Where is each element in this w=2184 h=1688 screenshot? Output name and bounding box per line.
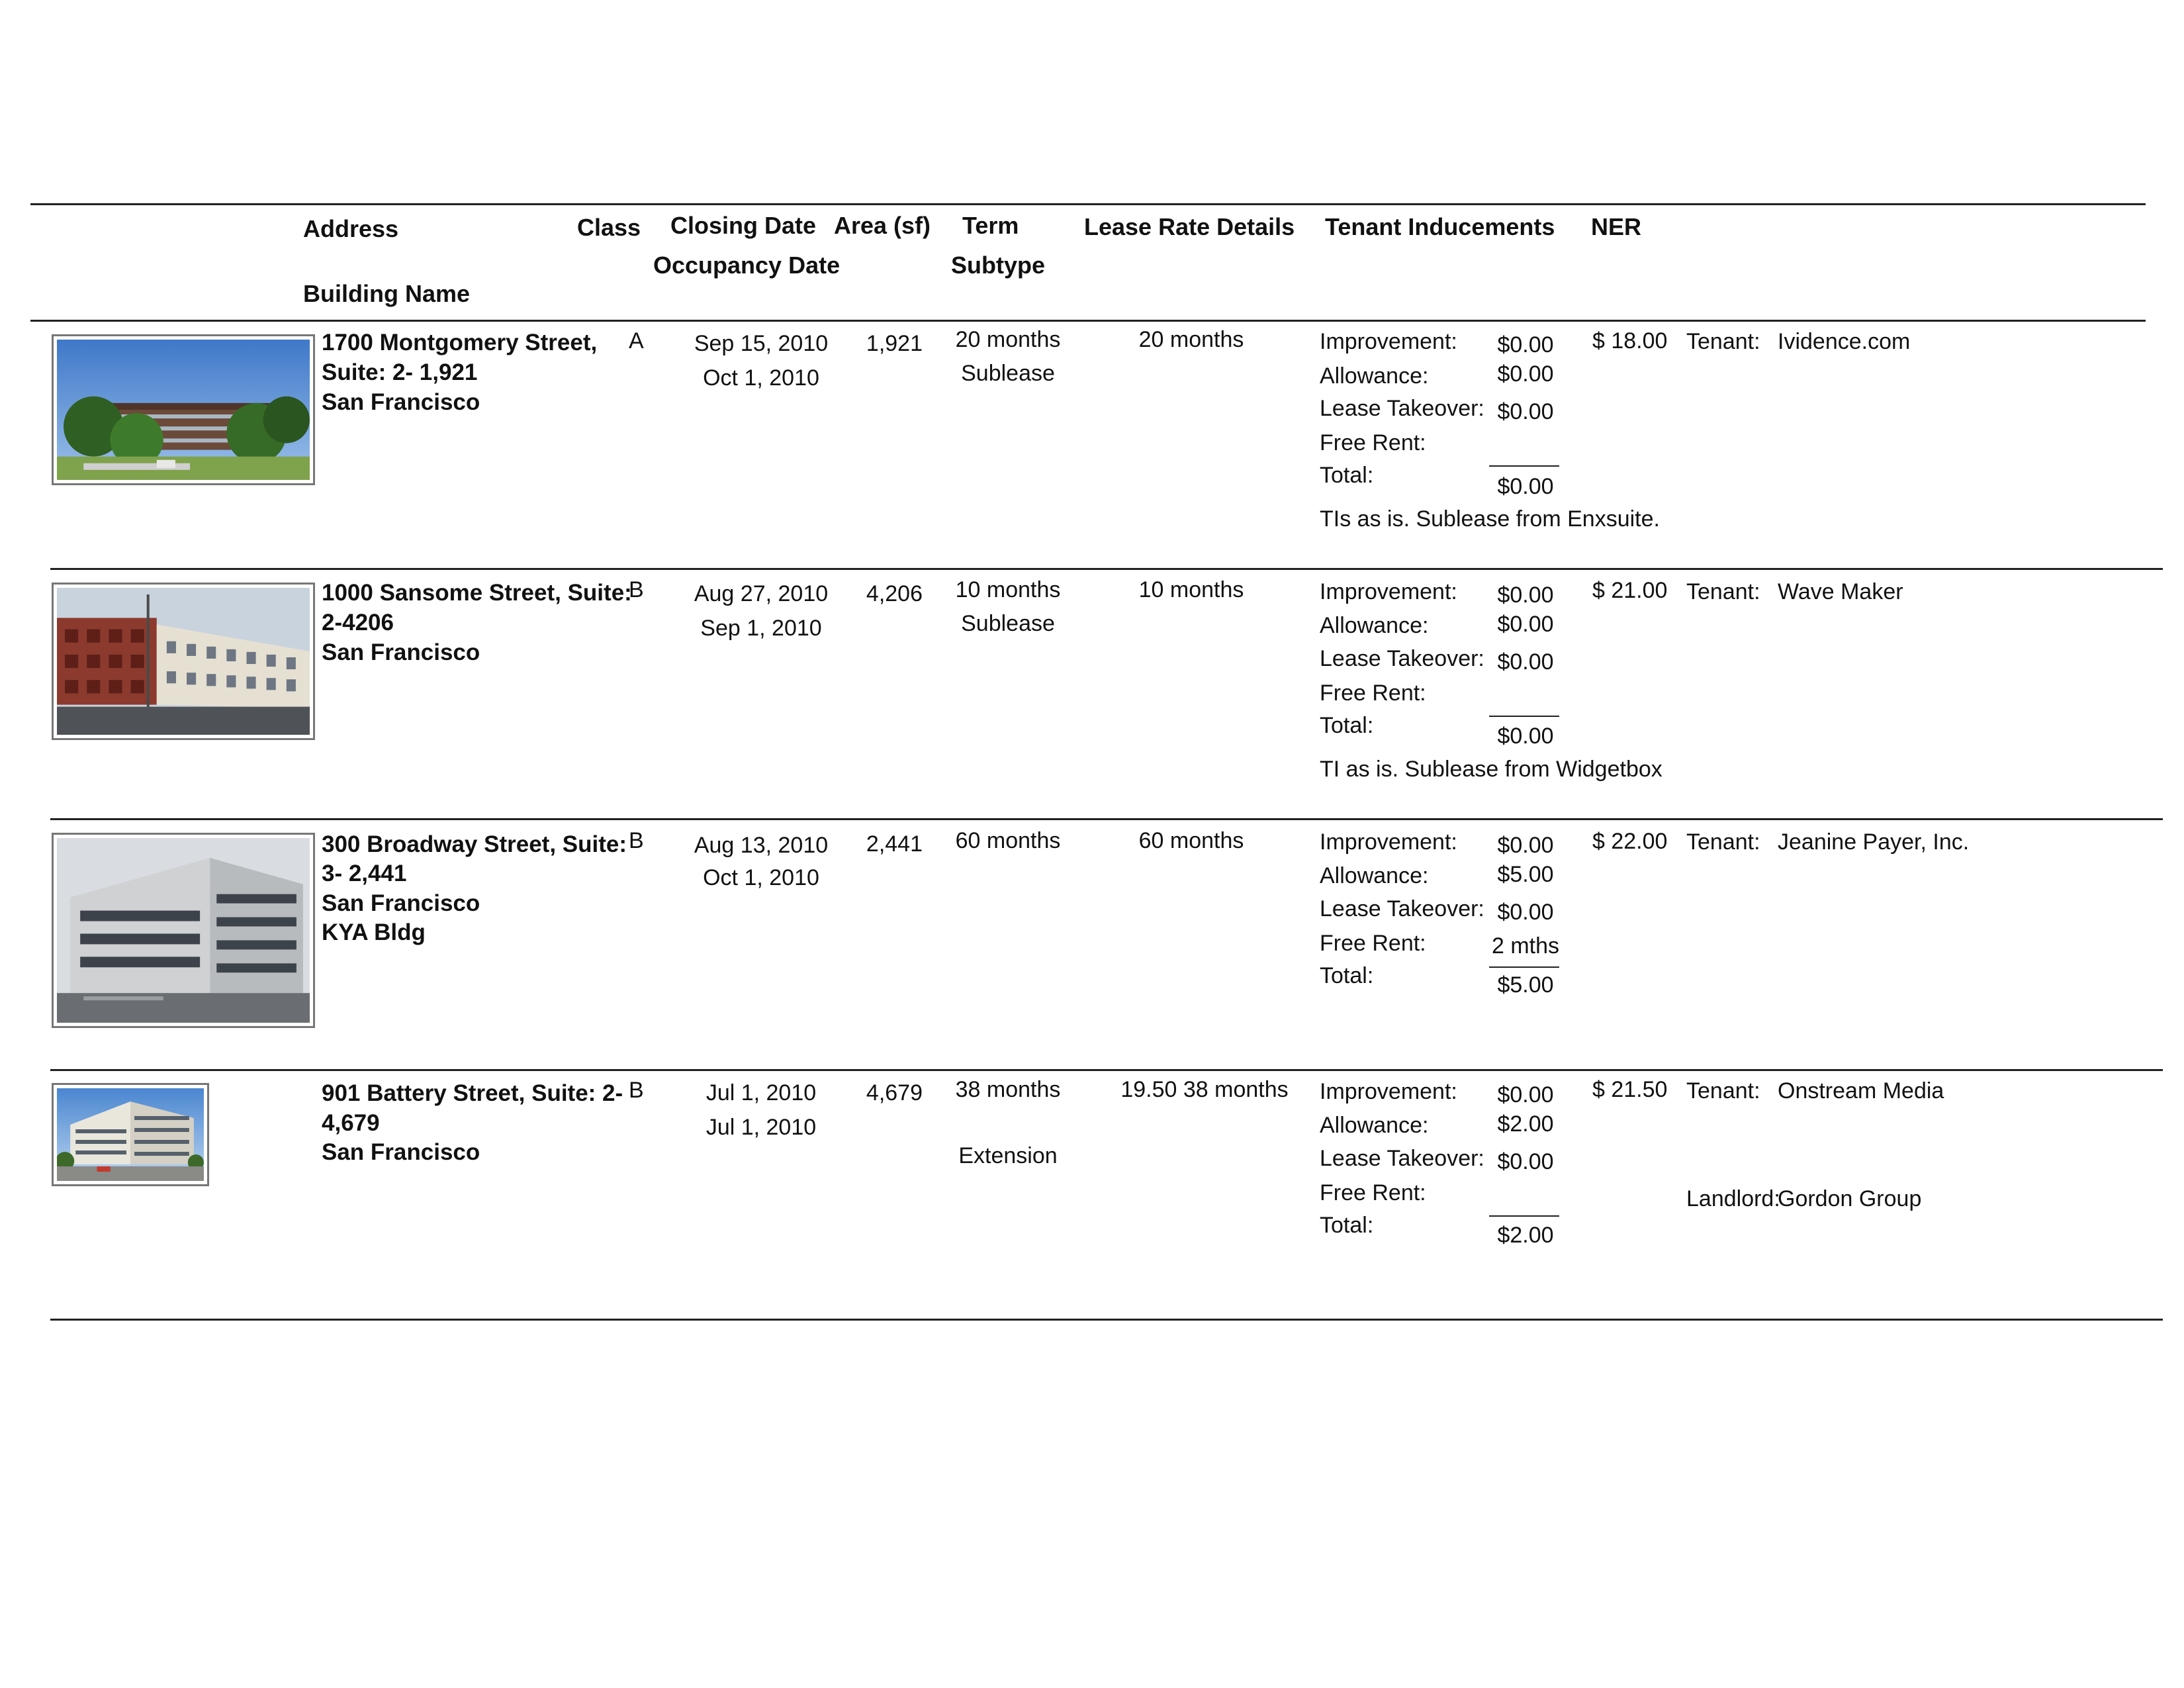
row4-lease-takeover-label: Lease Takeover: <box>1320 1146 1484 1171</box>
row4-allowance-label: Allowance: <box>1320 1113 1429 1138</box>
building-photo-image <box>57 340 310 480</box>
row2-lease-takeover-value: $0.00 <box>1497 649 1554 675</box>
row4-class: B <box>629 1078 644 1103</box>
row1-improvement-value: $0.00 <box>1497 332 1554 357</box>
row3-improvement-label: Improvement: <box>1320 829 1457 855</box>
header-address: Address <box>303 215 399 242</box>
row3-area: 2,441 <box>866 831 923 857</box>
row4-address-line3: San Francisco <box>322 1139 480 1165</box>
row4-lease-takeover-value: $0.00 <box>1497 1149 1554 1174</box>
row4-subtype: Extension <box>958 1143 1058 1168</box>
row4-tenant-name: Onstream Media <box>1778 1078 1944 1103</box>
row4-term: 38 months <box>955 1077 1061 1102</box>
row2-free-rent-label: Free Rent: <box>1320 680 1426 706</box>
row-divider <box>50 568 2163 570</box>
row3-address-line3: San Francisco <box>322 890 480 916</box>
row2-closing-date: Aug 27, 2010 <box>694 581 829 606</box>
header-bottom-rule <box>30 320 2146 322</box>
row3-address-line1: 300 Broadway Street, Suite: <box>322 831 627 857</box>
row2-class: B <box>629 577 644 602</box>
row1-total-value: $0.00 <box>1497 474 1554 499</box>
header-ner: NER <box>1591 213 1642 240</box>
row3-allowance-value: $5.00 <box>1497 862 1554 887</box>
row-divider <box>50 1069 2163 1071</box>
row3-allowance-label: Allowance: <box>1320 863 1429 888</box>
header-closing-date: Closing Date <box>670 212 817 239</box>
row4-free-rent-label: Free Rent: <box>1320 1180 1426 1205</box>
row1-occupancy-date: Oct 1, 2010 <box>703 365 819 391</box>
row2-total-label: Total: <box>1320 713 1374 738</box>
header-lease-rate-details: Lease Rate Details <box>1084 213 1295 240</box>
row2-subtype: Sublease <box>961 611 1055 636</box>
building-photo-image <box>57 838 310 1023</box>
row3-free-rent-value: 2 mths <box>1491 933 1560 959</box>
row2-occupancy-date: Sep 1, 2010 <box>700 616 822 641</box>
row2-address-line1: 1000 Sansome Street, Suite: <box>322 580 632 606</box>
row4-address-line1: 901 Battery Street, Suite: 2- <box>322 1080 623 1106</box>
row4-total-label: Total: <box>1320 1213 1374 1238</box>
row3-improvement-value: $0.00 <box>1497 833 1554 858</box>
row2-total-value: $0.00 <box>1497 724 1554 749</box>
header-building-name: Building Name <box>303 280 471 307</box>
row4-area: 4,679 <box>866 1080 923 1105</box>
row4-occupancy-date: Jul 1, 2010 <box>705 1115 817 1140</box>
row2-term: 10 months <box>955 577 1061 602</box>
row2-lease-takeover-label: Lease Takeover: <box>1320 646 1484 671</box>
row3-lease-takeover-value: $0.00 <box>1497 900 1554 925</box>
row4-tenant-label: Tenant: <box>1686 1078 1760 1103</box>
row1-address-line3: San Francisco <box>322 389 480 415</box>
row1-address-line2: Suite: 2- 1,921 <box>322 359 478 385</box>
row-divider <box>50 818 2163 820</box>
header-tenant-inducements: Tenant Inducements <box>1325 213 1555 240</box>
header-class: Class <box>577 214 641 241</box>
row2-note: TI as is. Sublease from Widgetbox <box>1320 757 1662 782</box>
row2-allowance-label: Allowance: <box>1320 613 1429 638</box>
row4-closing-date: Jul 1, 2010 <box>705 1080 817 1105</box>
row1-allowance-value: $0.00 <box>1497 361 1554 387</box>
row3-total-label: Total: <box>1320 963 1374 988</box>
row4-landlord-name: Gordon Group <box>1778 1186 1922 1211</box>
row2-allowance-value: $0.00 <box>1497 612 1554 637</box>
row1-allowance-label: Allowance: <box>1320 363 1429 389</box>
building-photo <box>52 1083 209 1186</box>
header-occupancy-date: Occupancy Date <box>653 252 841 279</box>
row3-occupancy-date: Oct 1, 2010 <box>703 865 819 890</box>
row1-total-label: Total: <box>1320 463 1374 488</box>
row1-term: 20 months <box>955 327 1061 352</box>
row4-allowance-value: $2.00 <box>1497 1111 1554 1137</box>
row3-total-underline <box>1489 966 1559 968</box>
table-bottom-rule <box>50 1319 2163 1321</box>
row1-total-underline <box>1489 465 1559 467</box>
building-photo <box>52 833 315 1028</box>
row1-tenant-name: Ividence.com <box>1778 329 1911 354</box>
row3-tenant-label: Tenant: <box>1686 829 1760 855</box>
header-subtype: Subtype <box>951 252 1046 279</box>
header-term: Term <box>962 212 1019 239</box>
row4-lease-rate: 19.50 38 months <box>1120 1077 1289 1102</box>
row2-improvement-label: Improvement: <box>1320 579 1457 604</box>
row3-class: B <box>629 828 644 853</box>
row2-lease-rate: 10 months <box>1138 577 1244 602</box>
row2-address-line2: 2-4206 <box>322 610 394 635</box>
building-photo <box>52 583 315 740</box>
row4-improvement-label: Improvement: <box>1320 1079 1457 1104</box>
row4-landlord-label: Landlord: <box>1686 1186 1780 1211</box>
row3-address-line2: 3- 2,441 <box>322 861 407 886</box>
row4-improvement-value: $0.00 <box>1497 1082 1554 1107</box>
row1-ner: $ 18.00 <box>1592 328 1668 353</box>
row1-address-line1: 1700 Montgomery Street, <box>322 330 598 355</box>
row2-tenant-label: Tenant: <box>1686 579 1760 604</box>
building-photo <box>52 334 315 485</box>
row1-improvement-label: Improvement: <box>1320 329 1457 354</box>
row1-tenant-label: Tenant: <box>1686 329 1760 354</box>
row2-ner: $ 21.00 <box>1592 578 1668 603</box>
header-area: Area (sf) <box>834 212 931 239</box>
row4-address-line2: 4,679 <box>322 1110 380 1136</box>
row2-total-underline <box>1489 716 1559 717</box>
row3-ner: $ 22.00 <box>1592 829 1668 854</box>
row1-class: A <box>629 328 644 353</box>
row4-ner: $ 21.50 <box>1592 1077 1668 1102</box>
row3-free-rent-label: Free Rent: <box>1320 931 1426 956</box>
row1-note: TIs as is. Sublease from Enxsuite. <box>1320 506 1660 532</box>
row3-term: 60 months <box>955 828 1061 853</box>
row1-free-rent-label: Free Rent: <box>1320 430 1426 455</box>
row2-tenant-name: Wave Maker <box>1778 579 1903 604</box>
row2-area: 4,206 <box>866 581 923 606</box>
row1-subtype: Sublease <box>961 361 1055 386</box>
row3-lease-rate: 60 months <box>1138 828 1244 853</box>
row1-lease-takeover-label: Lease Takeover: <box>1320 396 1484 421</box>
row3-lease-takeover-label: Lease Takeover: <box>1320 896 1484 921</box>
row3-address-line4: KYA Bldg <box>322 919 426 945</box>
row2-improvement-value: $0.00 <box>1497 583 1554 608</box>
row1-closing-date: Sep 15, 2010 <box>694 331 829 356</box>
row3-closing-date: Aug 13, 2010 <box>694 833 829 858</box>
row1-lease-rate: 20 months <box>1138 327 1244 352</box>
row4-total-value: $2.00 <box>1497 1223 1554 1248</box>
header-top-rule <box>30 203 2146 205</box>
row2-address-line3: San Francisco <box>322 639 480 665</box>
row3-tenant-name: Jeanine Payer, Inc. <box>1778 829 1970 855</box>
row3-total-value: $5.00 <box>1497 972 1554 998</box>
row1-lease-takeover-value: $0.00 <box>1497 399 1554 424</box>
row4-total-underline <box>1489 1215 1559 1217</box>
building-photo-image <box>57 1088 204 1181</box>
row1-area: 1,921 <box>866 331 923 356</box>
building-photo-image <box>57 588 310 735</box>
